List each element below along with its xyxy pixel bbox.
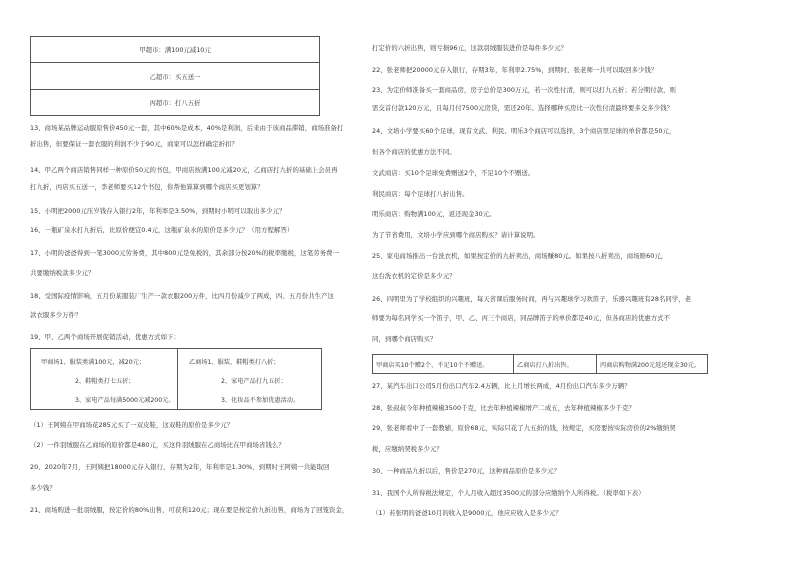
question-line: 24、文培小学要买60个足球，现有文武、利民、明乐3个商店可以选择，3个商店里足球的单价都是50元， <box>372 127 676 135</box>
question-line: 需交首付款120万元，且每月付7500元房贷，需还20年。选择哪种买房比一次性付清最终要多交多少钱？ <box>372 104 674 112</box>
question-line: 17、小明的爸爸得到一笔3000元劳务费，其中800元是免税的，其余部分按20%的税率缴税，这笔劳务费一 <box>30 249 340 257</box>
question-line: 16、一瓶矿泉水打九折后，比原价便宜0.4元，这瓶矿泉水的原价是多少元？（用方程解答） <box>30 226 294 234</box>
question-line: 26、四明里为了学校组织的兴趣班，每天省课后服务时间，再与兴趣球学习欢笛子，乐器兴趣班有28名同学，老 <box>372 295 692 303</box>
question-line: （1）若张明的爸爸10月的收入是9000元，他应应收入是多少元？ <box>372 509 562 517</box>
question-line: 打九折，丙店买五送一，李老师要买12个书包，你帮他算算到哪个商店买更划算？ <box>30 183 264 191</box>
mall-promotion-table <box>30 348 322 410</box>
question-line: 21、商场购进一批羽绒服，按定价的80%出售，可获利120元；现在要是按定价九折出售，商场为了回笼资金， <box>30 506 349 514</box>
question-line: 18、受国际疫情影响，五月份某服装厂生产一款衣服200万件，比四月份减少了两成，四、五月份共生产这 <box>30 292 334 300</box>
question-line: 税，应缴纳契税多少元？ <box>372 445 443 453</box>
question-line: 利民商店：每个足球打八折出售。 <box>372 190 469 198</box>
question-line: （1）王阿姨在甲商场花285元买了一双皮鞋，这双鞋的原价是多少元？ <box>30 421 234 429</box>
question-line: 19、甲、乙两个商场开展促销活动，优惠方式如下： <box>30 333 180 341</box>
promo-cell: 3、家电产品每满5000元减200元。 <box>75 397 175 404</box>
question-line: 同，到哪个商店购买？ <box>372 335 437 343</box>
question-line: 29、张老师看中了一套教辅，原价68元，实际只花了九五折的钱，按规定，买房要按实际房价的2%缴纳契 <box>372 424 676 432</box>
question-line: 明乐商店：购物满100元，返还现金30元。 <box>372 210 496 218</box>
question-line: 23、为定价师准备买一套商品房，房子总价是300万元，若一次性付清，则可以打九五折；若分期付款，则 <box>372 86 676 94</box>
question-line: 22、张老师把20000元存入银行，存期3年，年利率2.75%，到期时，张老师一共可以取回多少钱？ <box>372 66 658 74</box>
shop-cell: 甲商店买10个赠2个，不足10个不赠送。 <box>376 361 489 369</box>
promo-cell: 2、鞋帽类打七五折； <box>75 378 135 385</box>
question-line: 20、2020年7月，王阿姨把18000元存入银行，存期为2年，年利率是1.30%，到期时王阿姨一共能取回 <box>30 463 330 471</box>
question-line: 但各个商店的优惠方法不同。 <box>372 148 456 156</box>
question-line: 31、我国个人所得税法规定，个人月收入超过3500元的部分应缴纳个人所得税。（税率如下表） <box>372 489 645 497</box>
table-divider <box>177 349 178 409</box>
question-line: 为了节省费用，文培小学应到哪个商店购买？请计算说明。 <box>372 231 540 239</box>
question-line: 这台洗衣机的定价是多少元？ <box>372 272 456 280</box>
offer-row-yi: 乙超市：买五送一 <box>31 63 319 89</box>
question-line: 共要缴纳税款多少元？ <box>30 269 95 277</box>
supermarket-offer-table <box>30 36 320 116</box>
question-line: 师要为每名同学买一个笛子，甲、乙、丙三个商店，同品牌笛子的单价都是40元，但各商店的优惠方式不 <box>372 314 671 322</box>
question-line: 打定价的六折出售，则亏损96元，这款羽绒服装进价是每件多少元？ <box>372 44 568 52</box>
shop-cell: 乙商店打八折出售。 <box>517 361 573 369</box>
shop-cell: 丙商店购物满200元返还现金30元。 <box>600 361 701 369</box>
question-line: 15、小明把2000元压岁钱存入银行2年，年利率是3.50%，到期时小明可以取出多少元？ <box>30 207 286 215</box>
promo-cell: 3、化妆品不参加优惠活动。 <box>221 397 300 404</box>
question-line: 14、甲乙两个商店销售同样一种原价50元的书包，甲商店按满100元减20元，乙商店打九折的基础上会员再 <box>30 166 338 174</box>
question-line: 25、家电商场推出一台洗衣机，如果按定价的九折卖出，商场赚80元。如果按八折卖出，商场赔60元， <box>372 252 668 260</box>
offer-row-jia: 甲超市：满100元减10元 <box>31 37 319 63</box>
promo-cell: 乙商场1、服装、鞋帽类打八折； <box>189 359 280 366</box>
question-line: 28、张叔叔今年种植辣椒3500千克，比去年种植辣椒增产二成五，去年种植辣椒多少千克？ <box>372 404 635 412</box>
question-line: 折出售，但要保证一套衣服的利润不少于90元，商家可以怎样确定折扣？ <box>30 140 238 148</box>
promo-cell: 2、家电产品打九五折； <box>221 378 287 385</box>
question-line: 13、商场某品牌运动服原售价450元一套，其中60%是成本，40%是利润，后来由于该商品滞销，商场准备打 <box>30 124 344 132</box>
question-line: 27、某汽车出口公司5月份出口汽车2.4万辆，比上月增长两成，4月份出口汽车多少万辆？ <box>372 382 631 390</box>
question-line: 多少钱？ <box>30 484 56 492</box>
promo-cell: 甲商场1、服装类满100元，减20元； <box>41 359 146 366</box>
shop-offer-table <box>372 354 708 374</box>
question-line: 款衣服多少万件？ <box>30 311 82 319</box>
question-line: （2）一件羽绒服在乙商场的原价都是480元，买这件羽绒服在乙商场比在甲商场省钱么？ <box>30 441 285 449</box>
offer-row-bing: 丙超市：打八五折 <box>149 99 201 108</box>
question-line: 文武商店：买10个足球免费赠送2个，不足10个不赠送。 <box>372 169 535 177</box>
question-line: 30、一种商品九折以后，售价是270元，这种商品原价是多少元？ <box>372 467 561 475</box>
